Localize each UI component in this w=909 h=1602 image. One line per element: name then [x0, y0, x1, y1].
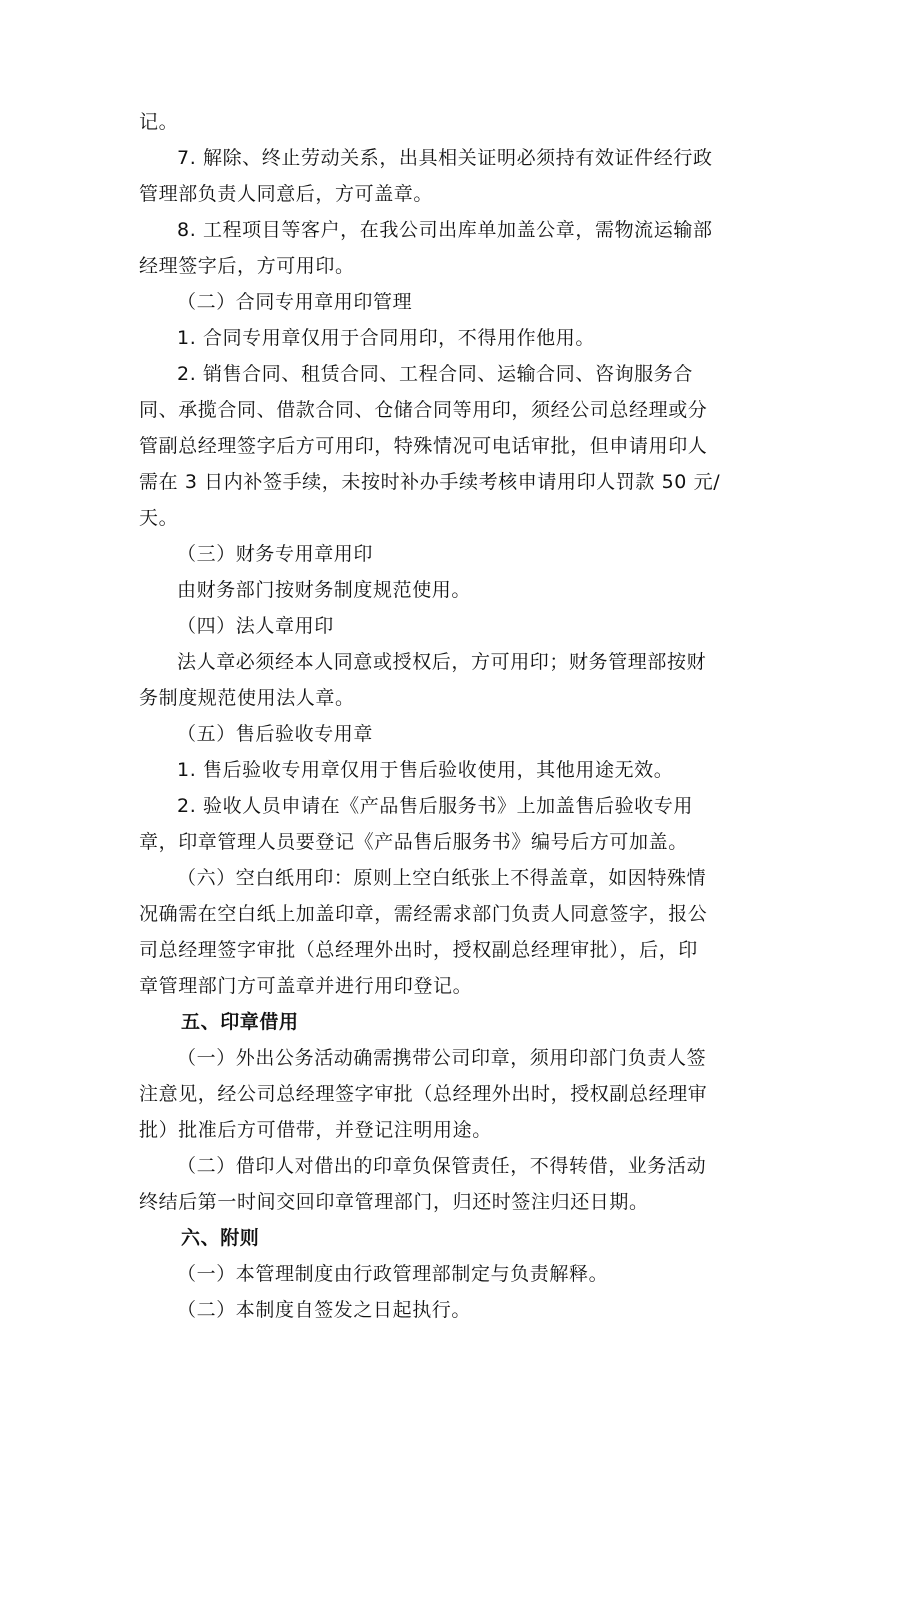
text-line: 务制度规范使用法人章。 — [139, 687, 355, 709]
text-line: 批）批准后方可借带，并登记注明用途。 — [139, 1119, 492, 1141]
text-line: 记。 — [139, 111, 179, 133]
text-line: 管理部负责人同意后，方可盖章。 — [139, 183, 434, 205]
text-line: （二）本制度自签发之日起执行。 — [177, 1299, 472, 1321]
text-line: 2. 验收人员申请在《产品售后服务书》上加盖售后验收专用 — [177, 795, 693, 817]
text-line: 经理签字后，方可用印。 — [139, 255, 355, 277]
text-line: （一）外出公务活动确需携带公司印章，须用印部门负责人签 — [177, 1047, 707, 1069]
text-line: 终结后第一时间交回印章管理部门，归还时签注归还日期。 — [139, 1191, 649, 1213]
text-line: 章管理部门方可盖章并进行用印登记。 — [139, 975, 473, 997]
text-line: （五）售后验收专用章 — [177, 723, 374, 745]
document-body — [139, 104, 771, 1328]
text-line: 况确需在空白纸上加盖印章，需经需求部门负责人同意签字，报公 — [139, 903, 708, 925]
text-line: （二）借印人对借出的印章负保管责任，不得转借，业务活动 — [177, 1155, 707, 1177]
text-line: 管副总经理签字后方可用印，特殊情况可电话审批，但申请用印人 — [139, 435, 708, 457]
text-line: （四）法人章用印 — [177, 615, 334, 637]
text-line: 7. 解除、终止劳动关系，出具相关证明必须持有效证件经行政 — [177, 147, 713, 169]
text-line: 法人章必须经本人同意或授权后，方可用印；财务管理部按财 — [177, 651, 707, 673]
text-line: （六）空白纸用印：原则上空白纸张上不得盖章，如因特殊情 — [177, 867, 707, 889]
section-heading: 五、印章借用 — [181, 1011, 299, 1033]
section-heading: 六、附则 — [181, 1227, 260, 1249]
text-line: 由财务部门按财务制度规范使用。 — [177, 579, 472, 601]
text-line: （三）财务专用章用印 — [177, 543, 374, 565]
text-line: 章，印章管理人员要登记《产品售后服务书》编号后方可加盖。 — [139, 831, 688, 853]
text-line: 2. 销售合同、租赁合同、工程合同、运输合同、咨询服务合 — [177, 363, 693, 385]
text-line: （二）合同专用章用印管理 — [177, 291, 413, 313]
text-line: 注意见，经公司总经理签字审批（总经理外出时，授权副总经理审 — [139, 1083, 708, 1105]
text-line: 1. 售后验收专用章仅用于售后验收使用，其他用途无效。 — [177, 759, 674, 781]
text-line: 司总经理签字审批（总经理外出时，授权副总经理审批），后，印 — [139, 939, 698, 961]
text-line: 天。 — [139, 507, 179, 529]
text-line: 同、承揽合同、借款合同、仓储合同等用印，须经公司总经理或分 — [139, 399, 708, 421]
text-line: （一）本管理制度由行政管理部制定与负责解释。 — [177, 1263, 609, 1285]
text-line: 1. 合同专用章仅用于合同用印，不得用作他用。 — [177, 327, 595, 349]
text-line: 8. 工程项目等客户，在我公司出库单加盖公章，需物流运输部 — [177, 219, 713, 241]
text-line: 需在 3 日内补签手续，未按时补办手续考核申请用印人罚款 50 元/ — [139, 471, 721, 493]
